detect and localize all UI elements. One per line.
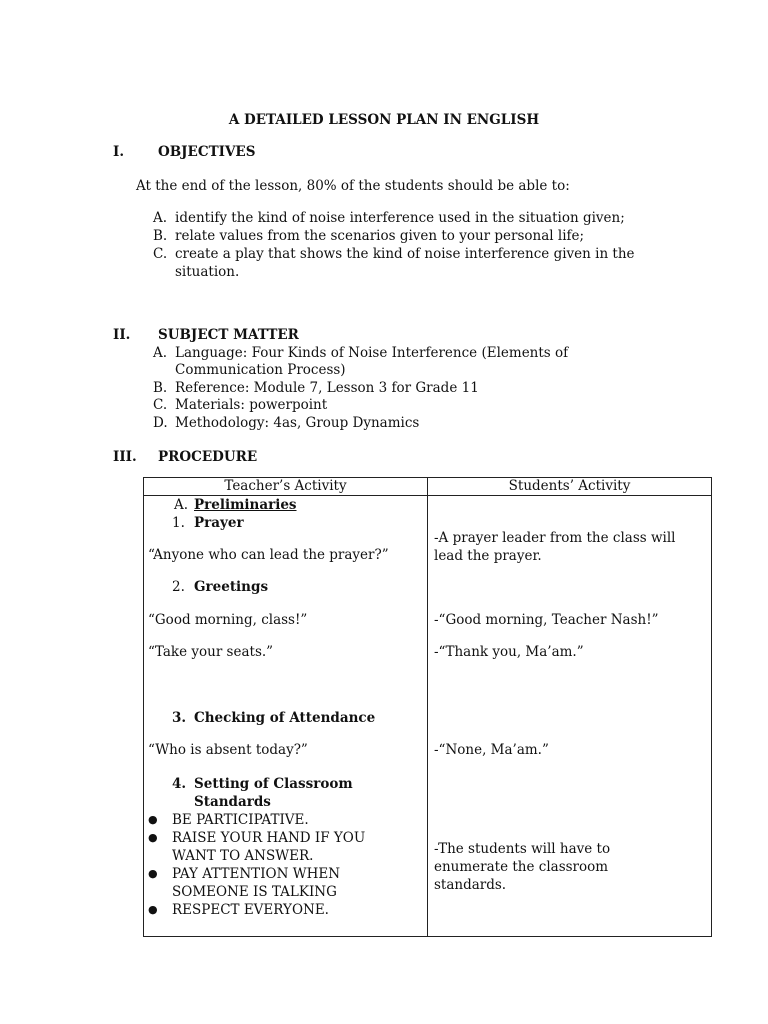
subject-d-text: Methodology: 4as, Group Dynamics — [175, 415, 420, 431]
bullet-icon: ● — [148, 867, 158, 880]
objective-c-text-cont: situation. — [175, 264, 240, 280]
greetings-number: 2. — [172, 579, 185, 595]
objective-a-letter: A. — [153, 210, 168, 226]
students-activity-cell — [428, 496, 712, 937]
preliminaries-letter: A. — [174, 497, 189, 513]
objective-c-text: create a play that shows the kind of noise interference given in the — [175, 246, 635, 262]
attendance-title: Checking of Attendance — [194, 710, 376, 726]
standard-item: RESPECT EVERYONE. — [172, 902, 329, 918]
standards-response-cont: enumerate the classroom — [434, 859, 609, 875]
subject-matter-numeral: II. — [113, 327, 131, 343]
standards-number: 4. — [172, 776, 187, 792]
attendance-number: 3. — [172, 710, 187, 726]
subject-b-text: Reference: Module 7, Lesson 3 for Grade 11 — [175, 380, 479, 396]
teacher-activity-header: Teacher’s Activity — [144, 478, 428, 496]
subject-a-text: Language: Four Kinds of Noise Interference (Elements of — [175, 345, 569, 361]
prayer-prompt: “Anyone who can lead the prayer?” — [148, 547, 389, 563]
document-title: A DETAILED LESSON PLAN IN ENGLISH — [228, 112, 540, 128]
procedure-numeral: III. — [113, 449, 137, 465]
objectives-numeral: I. — [113, 144, 125, 160]
procedure-table — [143, 477, 712, 937]
seats-response: -“Thank you, Ma’am.” — [434, 644, 584, 660]
subject-c-text: Materials: powerpoint — [175, 397, 328, 413]
bullet-icon: ● — [148, 903, 158, 916]
greetings-title: Greetings — [194, 579, 269, 595]
bullet-icon: ● — [148, 831, 158, 844]
objectives-heading: OBJECTIVES — [158, 144, 256, 160]
prayer-response: -A prayer leader from the class will — [434, 530, 676, 546]
subject-matter-heading: SUBJECT MATTER — [158, 327, 299, 343]
objectives-intro: At the end of the lesson, 80% of the students should be able to: — [136, 178, 570, 194]
greeting-line: “Good morning, class!” — [148, 612, 308, 628]
bullet-icon: ● — [148, 813, 158, 826]
prayer-title: Prayer — [194, 515, 244, 531]
attendance-response: -“None, Ma’am.” — [434, 742, 549, 758]
objective-c-letter: C. — [153, 246, 168, 262]
attendance-prompt: “Who is absent today?” — [148, 742, 308, 758]
students-activity-header: Students’ Activity — [428, 478, 712, 496]
subject-a-letter: A. — [153, 345, 168, 361]
subject-b-letter: B. — [153, 380, 168, 396]
objective-b-text: relate values from the scenarios given to your personal life; — [175, 228, 585, 244]
seats-line: “Take your seats.” — [148, 644, 274, 660]
greeting-response: -“Good morning, Teacher Nash!” — [434, 612, 659, 628]
procedure-heading: PROCEDURE — [158, 449, 258, 465]
standard-item: RAISE YOUR HAND IF YOU — [172, 830, 366, 846]
subject-a-text-cont: Communication Process) — [175, 362, 346, 378]
standard-item-cont: WANT TO ANSWER. — [172, 848, 314, 864]
objective-b-letter: B. — [153, 228, 168, 244]
standards-title: Setting of Classroom — [194, 776, 353, 792]
standards-response-cont: standards. — [434, 877, 507, 893]
prayer-number: 1. — [172, 515, 185, 531]
standards-title-cont: Standards — [194, 794, 271, 810]
standards-response: -The students will have to — [434, 841, 611, 857]
preliminaries-title: Preliminaries — [194, 497, 297, 513]
standard-item: BE PARTICIPATIVE. — [172, 812, 309, 828]
standard-item-cont: SOMEONE IS TALKING — [172, 884, 337, 900]
prayer-response-cont: lead the prayer. — [434, 548, 542, 564]
teacher-activity-cell — [144, 496, 428, 937]
subject-d-letter: D. — [153, 415, 168, 431]
subject-c-letter: C. — [153, 397, 168, 413]
objective-a-text: identify the kind of noise interference used in the situation given; — [175, 210, 625, 226]
standard-item: PAY ATTENTION WHEN — [172, 866, 341, 882]
